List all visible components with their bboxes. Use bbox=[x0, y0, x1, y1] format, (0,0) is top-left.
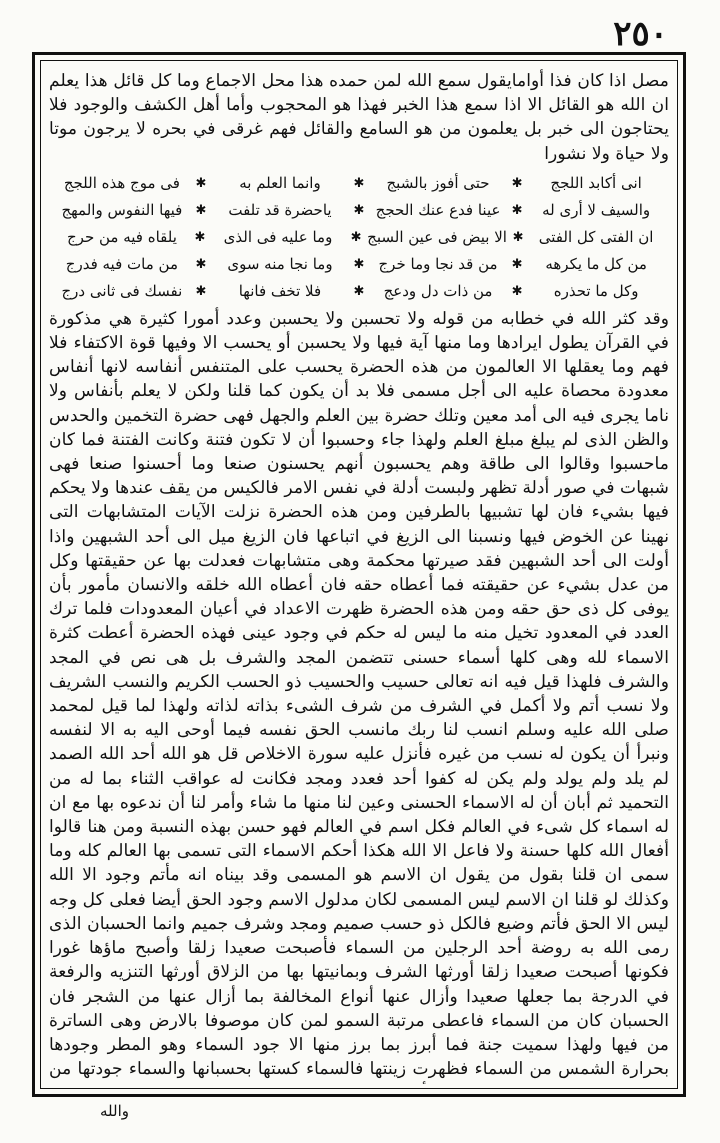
poem-row bbox=[49, 251, 669, 278]
star-separator-icon: ✱ bbox=[353, 256, 365, 272]
star-separator-icon: ✱ bbox=[353, 202, 365, 218]
poem-hemistich: من قد نجا وما خرج bbox=[378, 254, 498, 273]
star-separator-icon: ✱ bbox=[350, 229, 362, 245]
poem-row bbox=[49, 278, 669, 305]
poem bbox=[49, 170, 669, 305]
poem-hemistich: من ذات دل ودعج bbox=[383, 281, 493, 300]
poem-hemistich: نفسك فى ثانى درج bbox=[61, 281, 183, 300]
poem-hemistich: عينا فدع عنك الحجج bbox=[375, 200, 501, 219]
text-block bbox=[49, 69, 669, 1084]
poem-hemistich: ان الفتى كل الفتى bbox=[538, 227, 654, 246]
star-separator-icon: ✱ bbox=[511, 283, 523, 299]
poem-hemistich: من كل ما يكرهه bbox=[545, 254, 647, 273]
star-separator-icon: ✱ bbox=[511, 256, 523, 272]
star-separator-icon: ✱ bbox=[194, 229, 206, 245]
star-separator-icon: ✱ bbox=[195, 175, 207, 191]
star-separator-icon: ✱ bbox=[195, 202, 207, 218]
star-separator-icon: ✱ bbox=[353, 175, 365, 191]
poem-hemistich: وما عليه فى الذى bbox=[223, 227, 333, 246]
page-number: ٢٥٠ bbox=[613, 14, 668, 54]
poem-hemistich: يلقاه فيه من حرج bbox=[67, 227, 177, 246]
poem-hemistich: فى موج هذه اللجج bbox=[63, 173, 180, 192]
poem-row bbox=[49, 197, 669, 224]
star-separator-icon: ✱ bbox=[195, 283, 207, 299]
poem-hemistich: وما نجا منه سوى bbox=[227, 254, 333, 273]
poem-hemistich: وكل ما تحذره bbox=[553, 281, 639, 300]
poem-hemistich: الا بيض فى عين السبج bbox=[367, 227, 507, 246]
star-separator-icon: ✱ bbox=[512, 229, 524, 245]
poem-hemistich: وانما العلم به bbox=[239, 173, 321, 192]
poem-hemistich: انى أكابد اللجج bbox=[550, 173, 642, 192]
catchword: والله bbox=[100, 1102, 129, 1120]
poem-row bbox=[49, 170, 669, 197]
poem-hemistich: فيها النفوس والمهج bbox=[61, 200, 183, 219]
star-separator-icon: ✱ bbox=[353, 283, 365, 299]
page-frame bbox=[32, 52, 686, 1097]
body-paragraph: وقد كثر الله في خطابه من قوله ولا تحسبن ولا يحسبن وعدد أمورا كثيرة هي مذكورة في القرآن يطول ايرادها وما منها آية فيها ولا يحسبن أو يحسب الا وفيها قوة الاكتفاء فلا فهم وما يعقلها الا العالمون من هذه الحضرة يحسب على المتنفس أنفاسه لانها أنفاس معدودة محصاة عليه الى أجل مسمى فلا بد أن يكون كما قلنا ولكن لا يعلم بأنفاس ولا ناما يجرى فيه الى أمد معين وتلك حضرة بين العلم والجهل فهى حضرة التخمين والحدس والظن الذى لم يبلغ مبلغ العلم ولهذا جاء وحسبوا أن لا تكون فتنة وكانت الفتنة فما كان ماحسبوا وقالوا الى طاقة وهم يحسبون أنهم يحسنون صنعا وما أحسنوا صنعا فهى شبهات في صور أدلة تظهر ولبست أدلة في نفس الامر فالكيس من يقف عندها ولا يحكم فيها بشيء فان لها تشبيها بالطرفين ومن هذه الحضرة نزلت الآيات المتشابهات التى نهينا عن الخوض فيها ونسبنا الى الزيغ في اتباعها فان الزيغ ميل الى أحد الشبهين واذا أولت الى أحد الشبهين فقد صيرتها محكمة وهى متشابهات فعدلت بها عن حقيقتها وكل من عدل بشيء عن حقيقته فما أعطاه حقه فان أعطاه الله خلقه والانسان مأمور بأن يوفى كل ذى حق حقه ومن هذه الحضرة ظهرت الاعداد في أعيان المعدودات فلما ترك العدد في المعدود تخيل منه ما ليس له حكم في وجود عينى فهذه الحضرة أعطت كثرة الاسماء لله وهى كلها أسماء حسنى تتضمن المجد والشرف بل هى نص في المجد والشرف فلهذا قيل فيه انه تعالى حسيب والحسيب ذو الحسب الكريم والنسب الشريف ولا نسب أتم ولا أكمل في الشرف من شرف الشىء بذاته لذاته ولهذا لما قيل لمحمد صلى الله عليه وسلم انسب لنا ربك مانسب الحق نفسه فيما أوحى اليه به الا لنفسه ونبرأ أن يكون له نسب من غيره فأنزل عليه سورة الاخلاص قل هو الله أحد الله الصمد لم يلد ولم يولد ولم يكن له كفوا أحد فعدد ومجد فكانت له عواقب الثناء بما له من التحميد ثم أبان أن له الاسماء الحسنى وعين لنا منها ما شاء وأمر لنا أن ندعوه بها مع ان له اسماء كل شىء في العالم فكل اسم في العالم فهو حسن بهذه النسبة ومن هنا قالوا أفعال الله كلها حسنة ولا فاعل الا الله هكذا أحكم الاسماء التى تسمى بها العالم كله وما سمى ان قلنا بقول من يقول ان الاسم هو المسمى وقد بيناه انه مأتم وجود الا الله وكذلك لو قلنا ان الاسم ليس المسمى لكان مدلول الاسم وجود الحق أيضا فعلى كل وجه ليس الا الحق فأتم وضيع فالكل ذو حسب صميم ومجد وشرف جميم وانما الحسبان الذى رمى الله به روضة أحد الرجلين من السماء فأصبحت صعيدا زلقا وأصبح ماؤها غورا فكونها أصبحت صعيدا زلقا أورثها الشرف وبمانيتها بها من الزلاق أورثها التنزيه والرفعة في الدرجة بما جعلها صعيدا وأزال عنها أنواع المخالفة بما أزال عنها من الشجر فان الحسبان كان من السماء فاعطى مرتبة السمو لمن كان موصوفا بالارض وهى الساترة من فيها ولهذا سميت جنة فما أبرز بما برز منها الا جود السماء وهو المطر وجودها بحرارة الشمس من السماء فظهرت زينتها فالسماء كستها بحسبانها والسماء جودتها من bbox=[49, 308, 669, 1080]
poem-row bbox=[49, 224, 669, 251]
star-separator-icon: ✱ bbox=[511, 202, 523, 218]
intro-paragraph: مصل اذا كان فذا أوامايقول سمع الله لمن حمده هذا محل الاجماع وما كل قائل هذا يعلم ان الله هو القائل الا اذا سمع هذا الخبر فهذا هو المحجوب وأما أهل الكشف والوجود فلا يحتاجون الى خبر بل يعلمون من هو السامع والقائل فهم غرقى في بحره لا يرجون موتا ولا حياة ولا نشورا bbox=[49, 71, 669, 164]
poem-hemistich: من مات فيه فدرج bbox=[65, 254, 178, 273]
star-separator-icon: ✱ bbox=[195, 256, 207, 272]
poem-hemistich: فلا تخف فانها bbox=[238, 281, 322, 300]
poem-hemistich: والسيف لا أرى له bbox=[542, 200, 651, 219]
poem-hemistich: ياحضرة قد تلفت bbox=[228, 200, 332, 219]
poem-hemistich: حتى أفوز بالشبج bbox=[386, 173, 490, 192]
star-separator-icon: ✱ bbox=[511, 175, 523, 191]
